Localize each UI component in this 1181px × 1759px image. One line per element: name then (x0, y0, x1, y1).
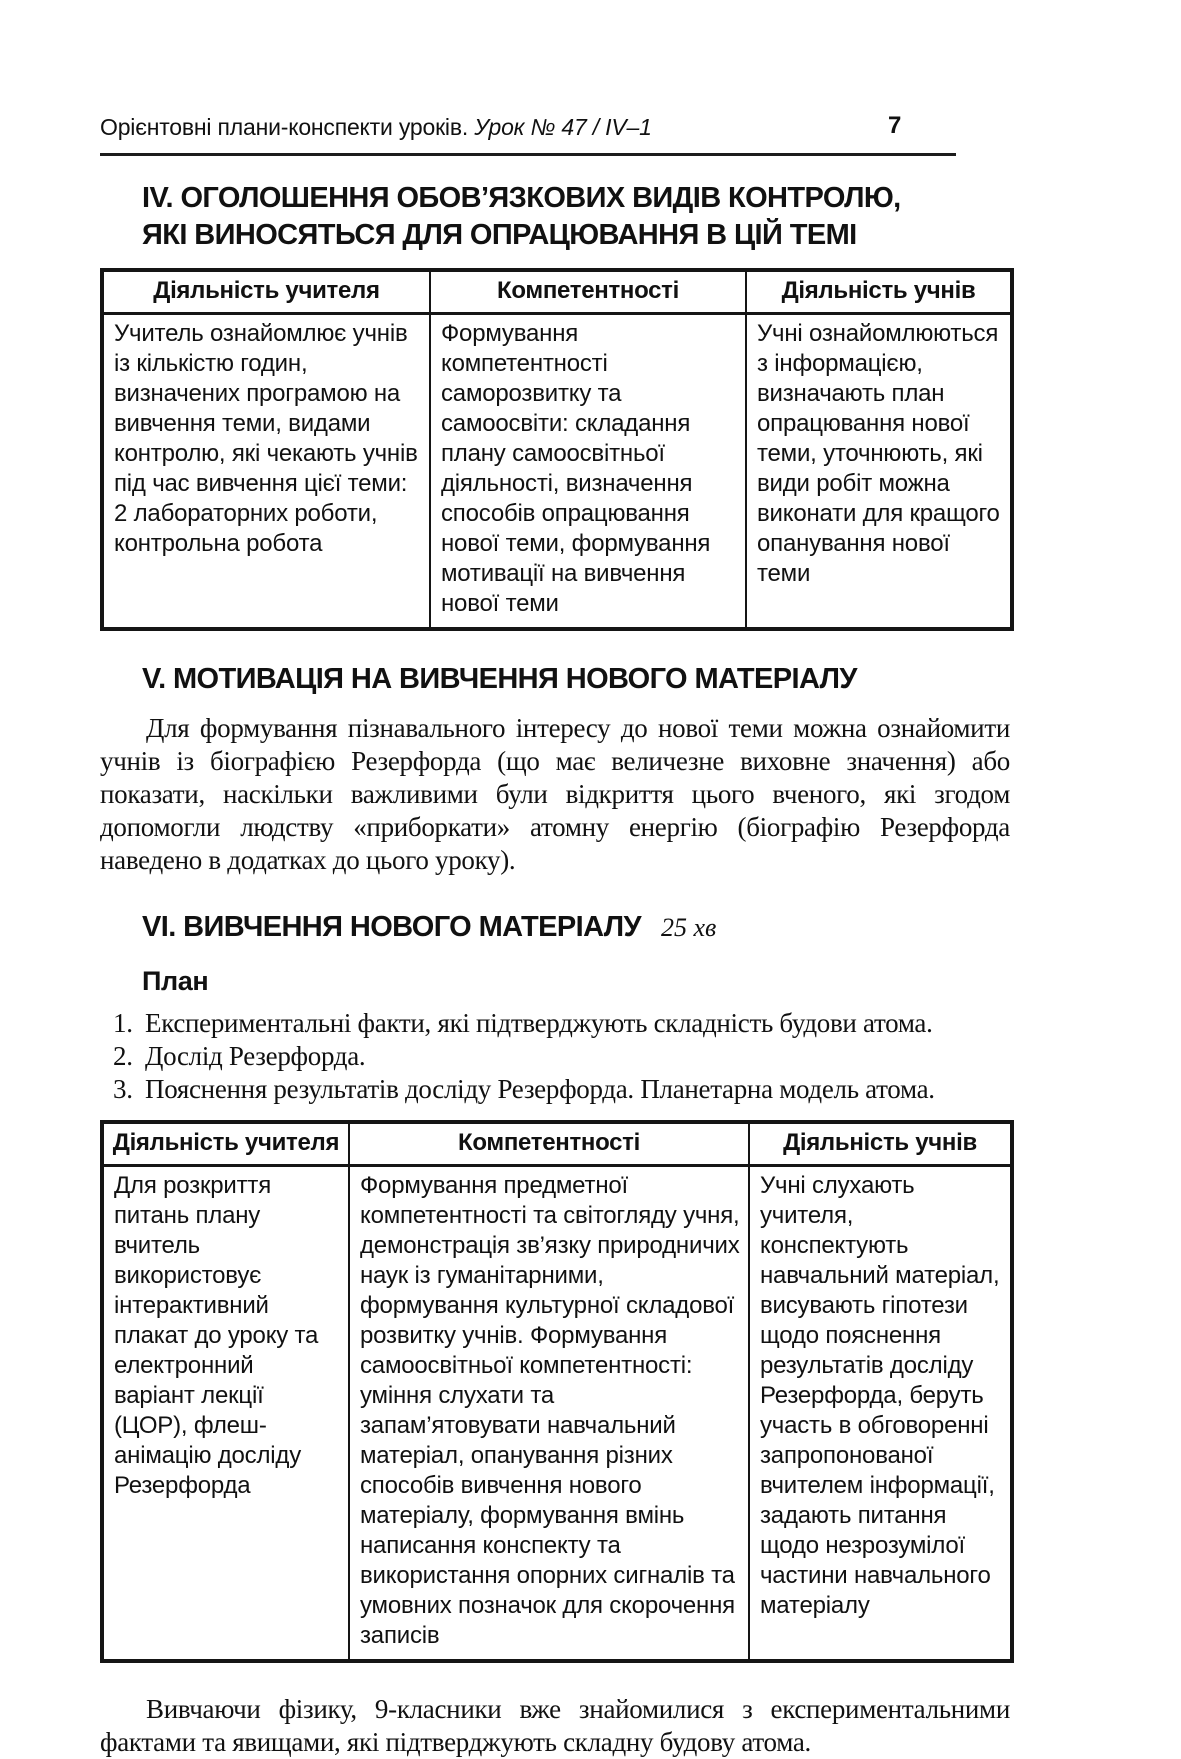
table2-header-students: Діяльність учнів (749, 1122, 1012, 1166)
section-iv-heading (100, 180, 1010, 254)
table1-header-students: Діяльність учнів (746, 270, 1012, 314)
table-row (102, 1166, 1012, 1662)
activity-table-new-material (100, 1120, 1014, 1663)
page-content (100, 0, 1010, 1759)
table-row (102, 314, 1012, 630)
plan-title: План (142, 966, 209, 996)
table2-cell-students: Учні слухають учителя, конспектують навчальний матеріал, висувають гіпотези щодо пояснення результатів досліду Резерфорда, беруть участь в обговоренні запропонованої вчителем інформації, задають питання щодо незрозумілої частини навчального матеріалу (749, 1166, 1012, 1662)
plan-item-2-text: Дослід Резерфорда. (145, 1041, 366, 1071)
table1-header-teacher: Діяльність учителя (102, 270, 430, 314)
plan-item-2 (100, 1040, 1010, 1073)
plan-item-1-number: 1. (113, 1008, 133, 1038)
table1-cell-teacher: Учитель ознайомлює учнів із кількістю годин, визначених програмою на вивчення теми, видами контролю, які чекають учнів під час вивчення цієї теми: 2 лабораторних роботи, контрольна робота (102, 314, 430, 630)
table1-cell-competencies: Формування компетентності саморозвитку та самоосвіти: складання плану самоосвітньої діяльності, визначення способів опрацювання нової теми, формування мотивації на вивчення нової теми (430, 314, 746, 630)
running-head-lesson-ref: Урок № 47 / IV–1 (474, 114, 652, 140)
section-v-paragraph: Для формування пізнавального інтересу до нової теми можна ознайомити учнів із біографією Резерфорда (що має величезне виховне значення) або показати, наскільки важливими були відкриття цього вченого, які згодом допомогли людству «приборкати» атомну енергію (біографію Резерфорда наведено в додатках до цього уроку). (100, 713, 1010, 875)
plan-item-3-text: Пояснення результатів досліду Резерфорда. Планетарна модель атома. (145, 1074, 935, 1104)
plan-list (100, 1007, 1010, 1106)
running-head (100, 114, 956, 156)
section-vi-heading (100, 909, 1010, 946)
section-v-heading: V. МОТИВАЦІЯ НА ВИВЧЕННЯ НОВОГО МАТЕРІАЛУ (142, 663, 857, 695)
plan-item-2-number: 2. (113, 1041, 133, 1071)
plan-item-1-text: Експериментальні факти, які підтверджують складність будови атома. (145, 1008, 933, 1038)
table2-cell-teacher: Для розкриття питань плану вчитель використовує інтерактивний плакат до уроку та електронний варіант лекції (ЦОР), флеш-анімацію досліду Резерфорда (102, 1166, 349, 1662)
activity-table-announcement (100, 268, 1014, 631)
plan-item-3 (100, 1073, 1010, 1106)
section-iv-heading-line1: IV. ОГОЛОШЕННЯ ОБОВ’ЯЗКОВИХ ВИДІВ КОНТРОЛЮ, (142, 182, 901, 214)
section-vi-heading-text: VI. ВИВЧЕННЯ НОВОГО МАТЕРІАЛУ (142, 911, 641, 943)
page-number: 7 (888, 112, 902, 139)
table2-header-competencies: Компетентності (349, 1122, 749, 1166)
table-header-row (102, 1122, 1012, 1166)
running-head-title: Орієнтовні плани-конспекти уроків. (100, 114, 475, 140)
closing-paragraph: Вивчаючи фізику, 9-класники вже знайомилися з експериментальними фактами та явищами, які підтверджують складну будову атома. (100, 1694, 1010, 1757)
plan-item-1 (100, 1007, 1010, 1040)
table-header-row (102, 270, 1012, 314)
plan-item-3-number: 3. (113, 1074, 133, 1104)
table1-header-competencies: Компетентності (430, 270, 746, 314)
table2-cell-competencies: Формування предметної компетентності та світогляду учня, демонстрація зв’язку природничих наук із гуманітарними, формування культурної складової розвитку учнів. Формування самоосвітньої компетентності: уміння слухати та запам’ятовувати навчальний матеріал, опанування різних способів вивчення нового матеріалу, формування вмінь написання конспекту та використання опорних сигналів та умовних позначок для скорочення записів (349, 1166, 749, 1662)
section-vi-duration: 25 хв (661, 913, 717, 942)
table1-cell-students: Учні ознайомлюються з інформацією, визначають план опрацювання нової теми, уточнюють, які види робіт можна виконати для кращого опанування нової теми (746, 314, 1012, 630)
table2-header-teacher: Діяльність учителя (102, 1122, 349, 1166)
section-iv-heading-line2: ЯКІ ВИНОСЯТЬСЯ ДЛЯ ОПРАЦЮВАННЯ В ЦІЙ ТЕМІ (142, 219, 857, 251)
